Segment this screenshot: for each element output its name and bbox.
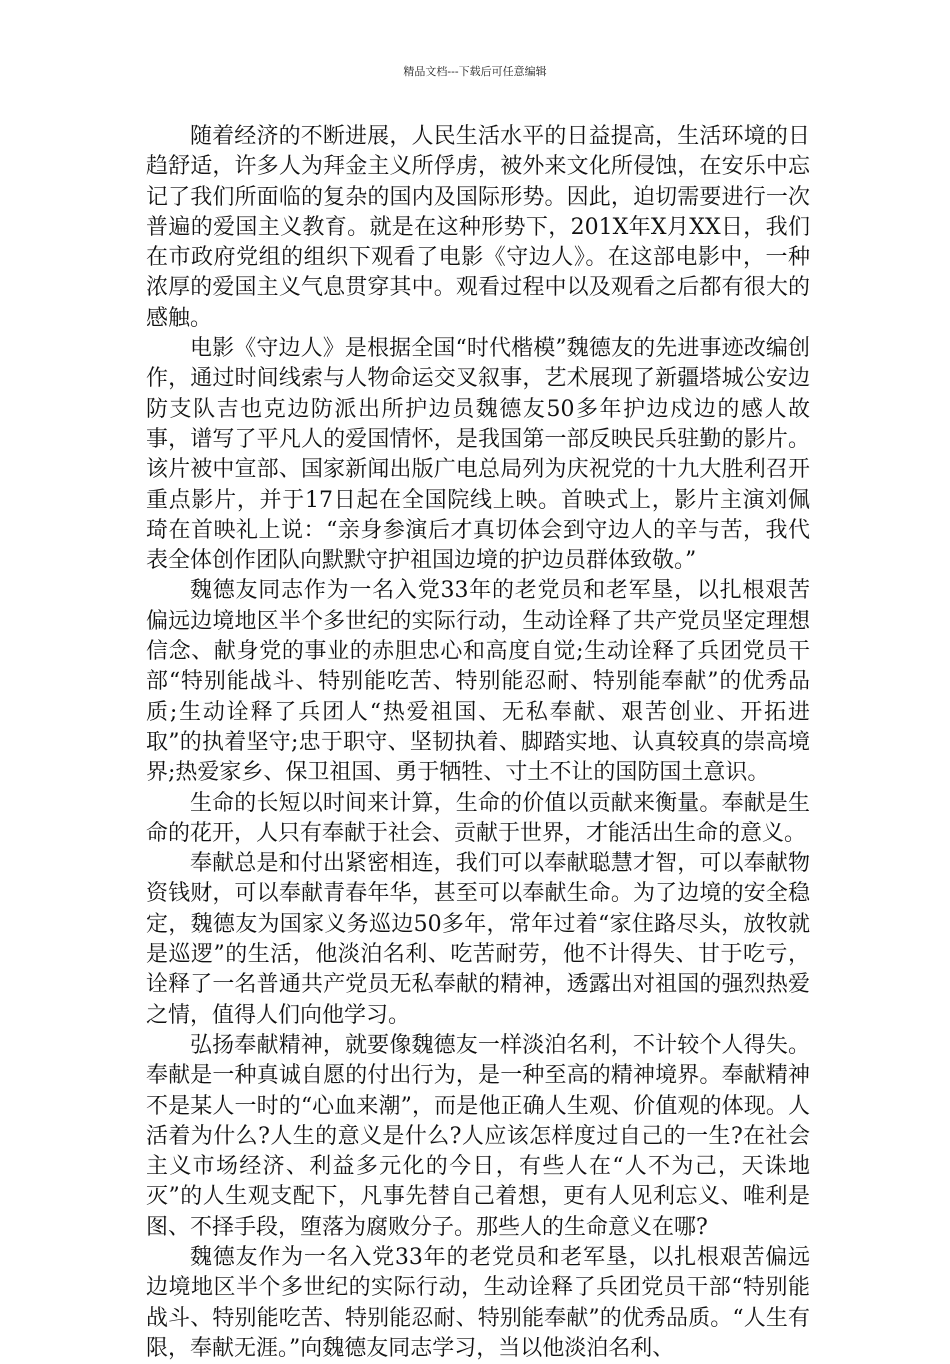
document-body — [146, 122, 810, 1364]
page-header: 精品文档---下载后可任意编辑 — [403, 65, 547, 78]
paragraph-4: 生命的长短以时间来计算，生命的价值以贡献来衡量。奉献是生命的花开，人只有奉献于社会、贡献于世界，才能活出生命的意义。 — [146, 790, 810, 846]
paragraph-1: 随着经济的不断进展，人民生活水平的日益提高，生活环境的日趋舒适，许多人为拜金主义所俘虏，被外来文化所侵蚀，在安乐中忘记了我们所面临的复杂的国内及国际形势。因此，迫切需要进行一次普遍的爱国主义教育。就是在这种形势下，201X年X月XX日，我们在市政府党组的组织下观看了电影《守边人》。在这部电影中，一种浓厚的爱国主义气息贯穿其中。观看过程中以及观看之后都有很大的感触。 — [146, 124, 810, 331]
paragraph-3: 魏德友同志作为一名入党33年的老党员和老军垦，以扎根艰苦偏远边境地区半个多世纪的实际行动，生动诠释了共产党员坚定理想信念、献身党的事业的赤胆忠心和高度自觉;生动诠释了兵团党员干部“特别能战斗、特别能吃苦、特别能忍耐、特别能奉献”的优秀品质;生动诠释了兵团人“热爱祖国、无私奉献、艰苦创业、开拓进取”的执着坚守;忠于职守、坚韧执着、脚踏实地、认真较真的崇高境界;热爱家乡、保卫祖国、勇于牺牲、寸土不让的国防国土意识。 — [146, 578, 810, 786]
paragraph-2: 电影《守边人》是根据全国“时代楷模”魏德友的先进事迹改编创作，通过时间线索与人物命运交叉叙事，艺术展现了新疆塔城公安边防支队吉也克边防派出所护边员魏德友50多年护边戍边的感人故事，谱写了平凡人的爱国情怀，是我国第一部反映民兵驻勤的影片。该片被中宣部、国家新闻出版广电总局列为庆祝党的十九大胜利召开重点影片，并于17日起在全国院线上映。首映式上，影片主演刘佩琦在首映礼上说：“亲身参演后才真切体会到守边人的辛与苦，我代表全体创作团队向默默守护祖国边境的护边员群体致敬。” — [146, 336, 810, 574]
paragraph-7: 魏德友作为一名入党33年的老党员和老军垦，以扎根艰苦偏远边境地区半个多世纪的实际行动，生动诠释了兵团党员干部“特别能战斗、特别能吃苦、特别能忍耐、特别能奉献”的优秀品质。“人生有限，奉献无涯。”向魏德友同志学习，当以他淡泊名利、 — [146, 1244, 810, 1361]
paragraph-5: 奉献总是和付出紧密相连，我们可以奉献聪慧才智，可以奉献物资钱财，可以奉献青春年华，甚至可以奉献生命。为了边境的安全稳定，魏德友为国家义务巡边50多年，常年过着“家住路尽头，放牧就是巡逻”的生活，他淡泊名利、吃苦耐劳，他不计得失、甘于吃亏，诠释了一名普通共产党员无私奉献的精神，透露出对祖国的强烈热爱之情，值得人们向他学习。 — [146, 851, 810, 1028]
paragraph-6: 弘扬奉献精神，就要像魏德友一样淡泊名利，不计较个人得失。奉献是一种真诚自愿的付出行为，是一种至高的精神境界。奉献精神不是某人一时的“心血来潮”，而是他正确人生观、价值观的体现。人活着为什么?人生的意义是什么?人应该怎样度过自己的一生?在社会主义市场经济、利益多元化的今日，有些人在“人不为己，天诛地灭”的人生观支配下，凡事先替自己着想，更有人见利忘义、唯利是图、不择手段，堕落为腐败分子。那些人的生命意义在哪? — [146, 1032, 810, 1240]
